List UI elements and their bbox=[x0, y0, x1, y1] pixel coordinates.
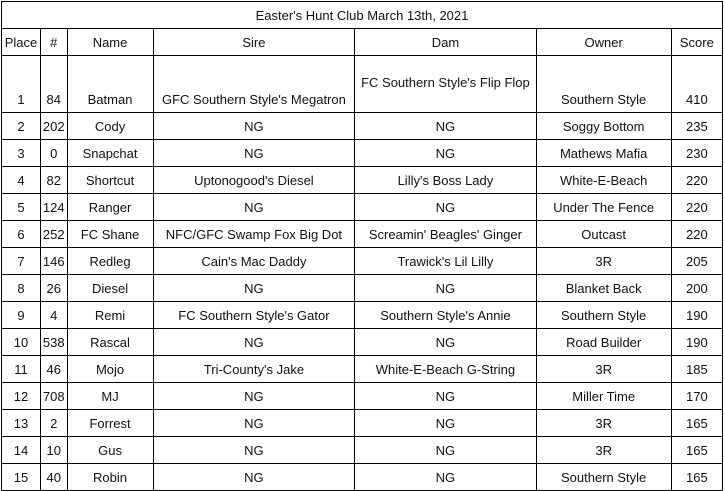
cell-dam: NG bbox=[355, 113, 536, 140]
cell-num: 202 bbox=[40, 113, 67, 140]
cell-place: 10 bbox=[2, 329, 41, 356]
cell-dam: Screamin' Beagles' Ginger bbox=[355, 221, 536, 248]
cell-dam: NG bbox=[355, 437, 536, 464]
results-table bbox=[1, 1, 723, 491]
table-row bbox=[2, 167, 723, 194]
cell-score: 220 bbox=[671, 194, 722, 221]
cell-owner: Blanket Back bbox=[536, 275, 671, 302]
cell-owner: Mathews Mafia bbox=[536, 140, 671, 167]
table-row bbox=[2, 248, 723, 275]
cell-num: 252 bbox=[40, 221, 67, 248]
cell-score: 200 bbox=[671, 275, 722, 302]
cell-score: 165 bbox=[671, 437, 722, 464]
table-row bbox=[2, 221, 723, 248]
cell-name: Snapchat bbox=[67, 140, 153, 167]
cell-name: MJ bbox=[67, 383, 153, 410]
cell-name: Mojo bbox=[67, 356, 153, 383]
cell-score: 185 bbox=[671, 356, 722, 383]
table-row bbox=[2, 140, 723, 167]
table-row bbox=[2, 56, 723, 113]
cell-sire: NG bbox=[153, 275, 355, 302]
cell-score: 235 bbox=[671, 113, 722, 140]
header-sire: Sire bbox=[153, 29, 355, 56]
cell-dam: NG bbox=[355, 464, 536, 491]
cell-num: 538 bbox=[40, 329, 67, 356]
table-row bbox=[2, 383, 723, 410]
header-dam: Dam bbox=[355, 29, 536, 56]
cell-owner: Road Builder bbox=[536, 329, 671, 356]
cell-place: 2 bbox=[2, 113, 41, 140]
cell-name: Gus bbox=[67, 437, 153, 464]
cell-place: 4 bbox=[2, 167, 41, 194]
cell-sire: NG bbox=[153, 329, 355, 356]
cell-num: 146 bbox=[40, 248, 67, 275]
cell-score: 165 bbox=[671, 464, 722, 491]
header-place: Place bbox=[2, 29, 41, 56]
cell-dam: Southern Style's Annie bbox=[355, 302, 536, 329]
cell-owner: Southern Style bbox=[536, 302, 671, 329]
cell-name: Shortcut bbox=[67, 167, 153, 194]
cell-place: 1 bbox=[2, 56, 41, 113]
cell-score: 220 bbox=[671, 221, 722, 248]
header-row bbox=[2, 29, 723, 56]
cell-num: 26 bbox=[40, 275, 67, 302]
cell-dam: NG bbox=[355, 329, 536, 356]
cell-sire: NG bbox=[153, 383, 355, 410]
cell-name: Ranger bbox=[67, 194, 153, 221]
header-score: Score bbox=[671, 29, 722, 56]
cell-score: 170 bbox=[671, 383, 722, 410]
table-row bbox=[2, 194, 723, 221]
cell-sire: NG bbox=[153, 410, 355, 437]
cell-owner: Southern Style bbox=[536, 56, 671, 113]
table-row bbox=[2, 410, 723, 437]
cell-sire: NG bbox=[153, 194, 355, 221]
cell-sire: NFC/GFC Swamp Fox Big Dot bbox=[153, 221, 355, 248]
cell-owner: 3R bbox=[536, 437, 671, 464]
cell-owner: White-E-Beach bbox=[536, 167, 671, 194]
cell-name: Diesel bbox=[67, 275, 153, 302]
table-title: Easter's Hunt Club March 13th, 2021 bbox=[2, 2, 723, 29]
cell-sire: NG bbox=[153, 464, 355, 491]
cell-place: 5 bbox=[2, 194, 41, 221]
cell-owner: Southern Style bbox=[536, 464, 671, 491]
cell-num: 0 bbox=[40, 140, 67, 167]
table-row bbox=[2, 437, 723, 464]
cell-dam: FC Southern Style's Flip Flop bbox=[355, 56, 536, 113]
cell-sire: NG bbox=[153, 437, 355, 464]
cell-sire: NG bbox=[153, 140, 355, 167]
header-num: # bbox=[40, 29, 67, 56]
cell-owner: 3R bbox=[536, 356, 671, 383]
cell-name: Batman bbox=[67, 56, 153, 113]
cell-sire: Uptonogood's Diesel bbox=[153, 167, 355, 194]
cell-dam: NG bbox=[355, 194, 536, 221]
cell-dam: NG bbox=[355, 275, 536, 302]
cell-dam: NG bbox=[355, 140, 536, 167]
cell-owner: Miller Time bbox=[536, 383, 671, 410]
table-row bbox=[2, 275, 723, 302]
cell-dam: White-E-Beach G-String bbox=[355, 356, 536, 383]
cell-sire: NG bbox=[153, 113, 355, 140]
cell-dam: Lilly's Boss Lady bbox=[355, 167, 536, 194]
cell-dam: NG bbox=[355, 383, 536, 410]
cell-sire: Tri-County's Jake bbox=[153, 356, 355, 383]
table-row bbox=[2, 329, 723, 356]
cell-place: 3 bbox=[2, 140, 41, 167]
cell-sire: Cain's Mac Daddy bbox=[153, 248, 355, 275]
cell-place: 7 bbox=[2, 248, 41, 275]
cell-place: 8 bbox=[2, 275, 41, 302]
cell-num: 40 bbox=[40, 464, 67, 491]
cell-num: 4 bbox=[40, 302, 67, 329]
title-row bbox=[2, 2, 723, 29]
cell-num: 708 bbox=[40, 383, 67, 410]
cell-name: Redleg bbox=[67, 248, 153, 275]
cell-owner: Under The Fence bbox=[536, 194, 671, 221]
cell-sire: FC Southern Style's Gator bbox=[153, 302, 355, 329]
cell-owner: 3R bbox=[536, 248, 671, 275]
cell-place: 13 bbox=[2, 410, 41, 437]
cell-score: 220 bbox=[671, 167, 722, 194]
cell-place: 12 bbox=[2, 383, 41, 410]
cell-dam: Trawick's Lil Lilly bbox=[355, 248, 536, 275]
cell-owner: Outcast bbox=[536, 221, 671, 248]
cell-sire: GFC Southern Style's Megatron bbox=[153, 56, 355, 113]
cell-num: 46 bbox=[40, 356, 67, 383]
cell-place: 15 bbox=[2, 464, 41, 491]
results-sheet bbox=[1, 1, 723, 491]
cell-name: Rascal bbox=[67, 329, 153, 356]
header-owner: Owner bbox=[536, 29, 671, 56]
cell-score: 165 bbox=[671, 410, 722, 437]
table-row bbox=[2, 302, 723, 329]
table-row bbox=[2, 464, 723, 491]
cell-owner: Soggy Bottom bbox=[536, 113, 671, 140]
cell-score: 230 bbox=[671, 140, 722, 167]
cell-place: 14 bbox=[2, 437, 41, 464]
cell-name: Remi bbox=[67, 302, 153, 329]
cell-owner: 3R bbox=[536, 410, 671, 437]
cell-num: 82 bbox=[40, 167, 67, 194]
cell-name: Robin bbox=[67, 464, 153, 491]
cell-place: 6 bbox=[2, 221, 41, 248]
cell-num: 2 bbox=[40, 410, 67, 437]
table-row bbox=[2, 113, 723, 140]
cell-name: Cody bbox=[67, 113, 153, 140]
cell-score: 190 bbox=[671, 302, 722, 329]
table-row bbox=[2, 356, 723, 383]
cell-name: FC Shane bbox=[67, 221, 153, 248]
header-name: Name bbox=[67, 29, 153, 56]
cell-score: 190 bbox=[671, 329, 722, 356]
cell-score: 205 bbox=[671, 248, 722, 275]
cell-score: 410 bbox=[671, 56, 722, 113]
cell-num: 10 bbox=[40, 437, 67, 464]
cell-name: Forrest bbox=[67, 410, 153, 437]
cell-num: 84 bbox=[40, 56, 67, 113]
cell-num: 124 bbox=[40, 194, 67, 221]
cell-place: 9 bbox=[2, 302, 41, 329]
cell-dam: NG bbox=[355, 410, 536, 437]
cell-place: 11 bbox=[2, 356, 41, 383]
